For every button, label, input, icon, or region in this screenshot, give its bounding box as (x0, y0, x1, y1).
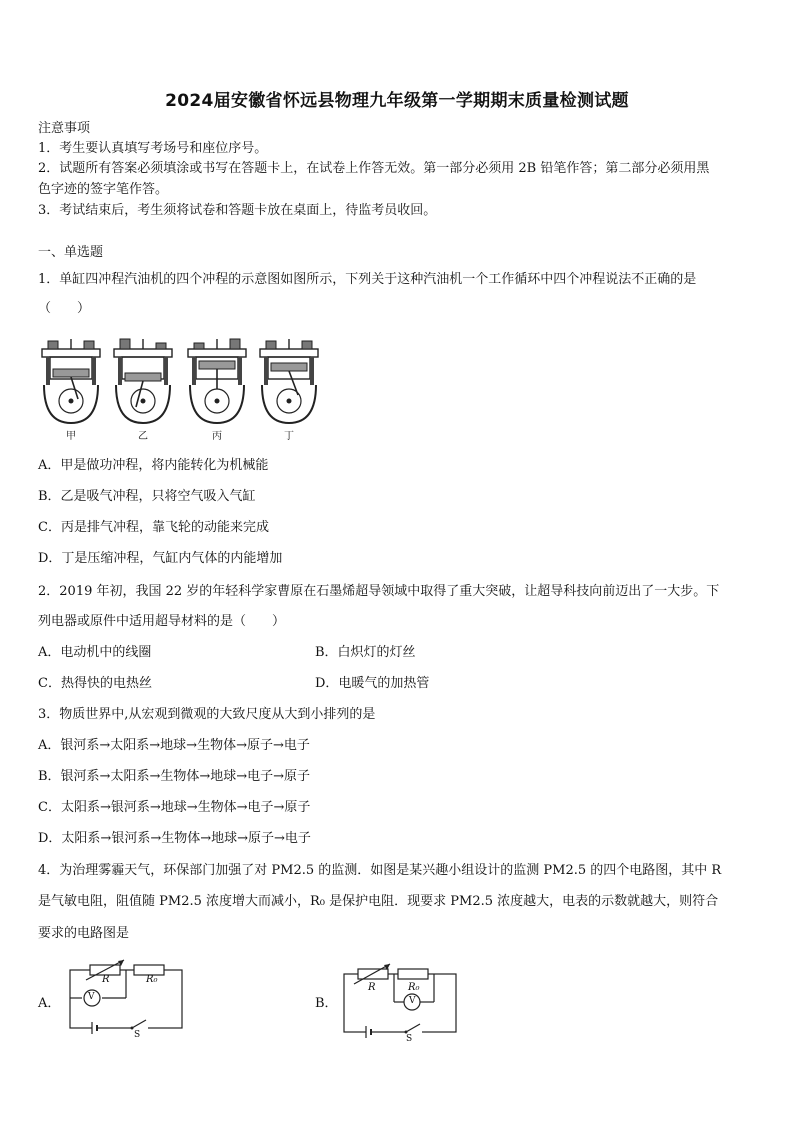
engine-diagram (184, 335, 250, 425)
question-3-option-c: C．太阳系→银河系→地球→生物体→电子→原子 (38, 800, 311, 815)
engine-diagram (256, 335, 322, 425)
question-4-stem-end: 要求的电路图是 (38, 926, 130, 941)
page-title: 2024届安徽省怀远县物理九年级第一学期期末质量检测试题 (165, 91, 629, 111)
question-1-option-d: D．丁是压缩冲程，气缸内气体的内能增加 (38, 551, 283, 566)
engine-diagram (38, 335, 104, 425)
question-1-bracket: （ ） (38, 301, 91, 316)
circuit-a-label-meter: V (88, 992, 95, 1002)
question-2-stem: 2．2019 年初，我国 22 岁的年轻科学家曹原在石墨烯超导领域中取得了重大突破，让超导科技向前迈出了一大步。下 (38, 584, 720, 599)
circuit-b-label-switch: S (406, 1034, 413, 1044)
engine-diagram (110, 335, 176, 425)
question-1-option-c: C．丙是排气冲程，靠飞轮的动能来完成 (38, 520, 269, 535)
section-heading: 一、单选题 (38, 245, 104, 260)
circuit-b-label-r: R (368, 982, 376, 993)
circuit-a-label-switch: S (134, 1030, 141, 1040)
question-2-option-c: C．热得快的电热丝 (38, 676, 152, 691)
question-1-stem: 1．单缸四冲程汽油机的四个冲程的示意图如图所示，下列关于这种汽油机一个工作循环中四个冲程说法不正确的是 (38, 272, 697, 287)
question-4-option-b-label: B． (315, 996, 338, 1011)
question-3-stem: 3．物质世界中,从宏观到微观的大致尺度从大到小排列的是 (38, 707, 376, 722)
notice-item: 2．试题所有答案必须填涂或书写在答题卡上，在试卷上作答无效。第一部分必须用 2B 铅笔作答；第二部分必须用黑 (38, 161, 710, 176)
circuit-diagram-a (64, 958, 188, 1042)
question-4-stem: 4．为治理雾霾天气，环保部门加强了对 PM2.5 的监测．如图是某兴趣小组设计的监测 PM2.5 的四个电路图，其中 R (38, 863, 722, 878)
engine-label: 丁 (284, 431, 294, 442)
notice-item: 1．考生要认真填写考场号和座位序号。 (38, 141, 268, 156)
question-4-stem-cont: 是气敏电阻，阻值随 PM2.5 浓度增大而减小，R₀ 是保护电阻．现要求 PM2.5 浓度越大，电表的示数就越大，则符合 (38, 894, 719, 909)
engine-label: 丙 (212, 431, 222, 442)
question-2-option-d: D．电暖气的加热管 (315, 676, 430, 691)
engine-label: 甲 (66, 431, 76, 442)
notice-item: 3．考试结束后，考生须将试卷和答题卡放在桌面上，待监考员收回。 (38, 203, 437, 218)
question-2-option-b: B．白炽灯的灯丝 (315, 645, 416, 660)
circuit-a-label-r0: R₀ (146, 974, 158, 985)
question-2-option-a: A．电动机中的线圈 (38, 645, 152, 660)
question-4-option-a-label: A． (38, 996, 61, 1011)
engine-strokes-figure (38, 335, 328, 443)
circuit-diagram-b (338, 962, 462, 1046)
notice-heading: 注意事项 (38, 121, 91, 136)
question-3-option-b: B．银河系→太阳系→生物体→地球→电子→原子 (38, 769, 311, 784)
circuit-b-label-meter: V (409, 996, 416, 1006)
question-3-option-a: A．银河系→太阳系→地球→生物体→原子→电子 (38, 738, 310, 753)
circuit-a-label-r: R (102, 974, 110, 985)
circuit-b-label-r0: R₀ (408, 982, 420, 993)
question-2-stem-cont: 列电器或原件中适用超导材料的是（ ） (38, 614, 286, 629)
notice-item: 色字迹的签字笔作答。 (38, 182, 169, 197)
engine-label: 乙 (138, 431, 148, 442)
question-1-option-b: B．乙是吸气冲程，只将空气吸入气缸 (38, 489, 256, 504)
question-3-option-d: D．太阳系→银河系→生物体→地球→原子→电子 (38, 831, 311, 846)
question-1-option-a: A．甲是做功冲程，将内能转化为机械能 (38, 458, 269, 473)
